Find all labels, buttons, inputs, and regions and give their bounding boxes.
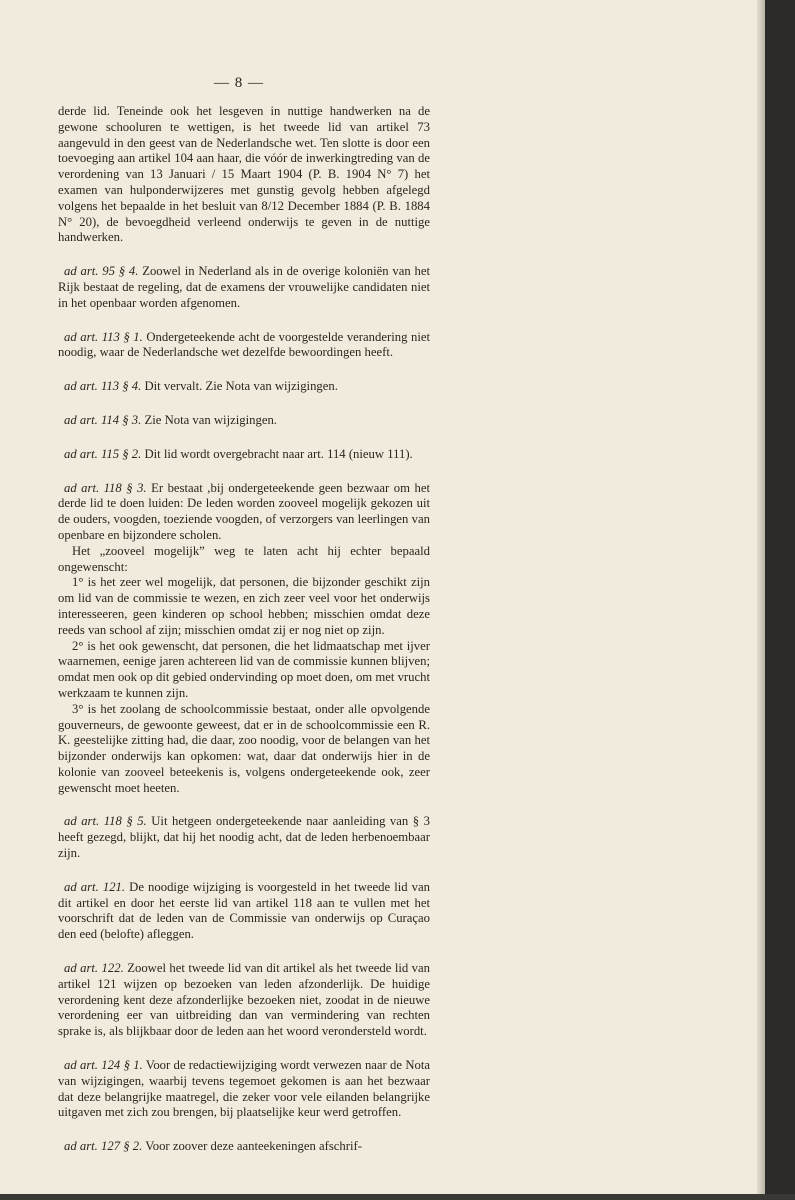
article-reference: ad art. 118 § 3. <box>64 480 147 495</box>
sub-paragraph: 2° is het ook gewenscht, dat personen, die het lidmaatschap met ijver waarnemen, eenige jaren achtereen lid van de commissie kunnen blijven; omdat men ook op dit gebied ondervinding op moet doen, om met vrucht werkzaam te kunnen zijn. <box>58 638 430 700</box>
sub-paragraph: 3° is het zoolang de schoolcommissie bestaat, onder alle opvolgende gouverneurs, de gewoonte geweest, dat er in de schoolcommissie een R. K. geestelijke zitting had, die daar, zoo noodig, voor de belangen van het bijzonder onderwijs kan opkomen: wat, daar dat onderwijs hier in de kolonie van zooveel beteekenis is, volgens ondergeteekende ook, zeer gewenscht moet heeten. <box>58 701 430 795</box>
paragraph: ad art. 115 § 2. Dit lid wordt overgebracht naar art. 114 (nieuw 111). <box>58 447 430 463</box>
article-reference: ad art. 124 § 1. <box>64 1058 143 1073</box>
article-reference: ad art. 127 § 2. <box>64 1139 143 1154</box>
article-reference: ad art. 118 § 5. <box>64 814 147 829</box>
paragraph: ad art. 122. Zoowel het tweede lid van dit artikel als het tweede lid van artikel 121 wijzen op bezoeken van leden afzonderlijk. De huidige verordening kent deze afzonderlijke bezoeken niet, zoodat in de nieuwe verordening eer van uitbreiding dan van vermindering van rechten sprake is, als blijkbaar door de leden aan het woord verondersteld wordt. <box>58 961 431 1039</box>
article-reference: ad art. 122. <box>64 961 124 976</box>
page-body <box>58 104 430 1173</box>
article-reference: ad art. 113 § 1. <box>64 329 143 344</box>
scan-border-bottom <box>0 1194 795 1200</box>
paragraph: ad art. 113 § 4. Dit vervalt. Zie Nota van wijzigingen. <box>58 379 430 395</box>
paragraph: ad art. 113 § 1. Ondergeteekende acht de voorgestelde verandering niet noodig, waar de Nederlandsche wet dezelfde bewoordingen heeft. <box>58 329 430 360</box>
paragraph: ad art. 95 § 4. Zoowel in Nederland als in de overige koloniën van het Rijk bestaat de regeling, dat de examens der vrouwelijke candidaten niet in het openbaar worden afgenomen. <box>58 264 430 310</box>
paragraph: derde lid. Teneinde ook het lesgeven in nuttige handwerken na de gewone schooluren te wettigen, is het tweede lid van artikel 73 aangevuld in den geest van de Nederlandsche wet. Ten slotte is door een toevoeging aan artikel 104 aan haar, die vóór de inwerkingtreding van de verordening van 13 Januari / 15 Maart 1904 (P. B. 1904 N° 7) het examen van hulponderwijzeres met gunstig gevolg hebben afgelegd volgens het bepaalde in het besluit van 8/12 December 1884 (P. B. 1884 N° 20), de bevoegdheid verleend onderwijs te geven in de nuttige handwerken. <box>58 104 430 245</box>
scan-border-right <box>765 0 795 1200</box>
article-reference: ad art. 95 § 4. <box>64 264 139 279</box>
page-number: — 8 — <box>214 75 264 91</box>
paragraph: ad art. 118 § 5. Uit hetgeen ondergeteekende naar aanleiding van § 3 heeft gezegd, blijkt, dat hij het noodig acht, dat de leden herbenoembaar zijn. <box>58 814 430 861</box>
sub-paragraph: 1° is het zeer wel mogelijk, dat personen, die bijzonder geschikt zijn om lid van de commissie te wezen, en zich zeer veel voor het onderwijs interesseeren, geen kinderen op school hebben; misschien omdat deze reeds van school af zijn; misschien omdat zij er nog niet op zijn. <box>58 575 430 637</box>
paragraph: ad art. 121. De noodige wijziging is voorgesteld in het tweede lid van dit artikel en door het eerste lid van artikel 118 aan te vullen met het voorschrift dat de leden van de Commissie van onderwijs op Curaçao den eed (belofte) afleggen. <box>58 879 431 942</box>
sub-paragraph: Het „zooveel mogelijk” weg te laten acht hij echter bepaald ongewenscht: <box>58 543 430 574</box>
article-reference: ad art. 114 § 3. <box>64 412 142 427</box>
paragraph: ad art. 114 § 3. Zie Nota van wijzigingen. <box>58 413 430 429</box>
paragraph: ad art. 124 § 1. Voor de redactiewijziging wordt verwezen naar de Nota van wijzigingen, waarbij tevens tegemoet gekomen is aan het bezwaar dat deze belangrijke maatregel, die zeker voor vele eilanden belangrijke uitgaven met zich zou brengen, bij plaatselijke keur werd getroffen. <box>58 1058 430 1120</box>
article-reference: ad art. 115 § 2. <box>64 446 142 461</box>
article-reference: ad art. 121. <box>64 879 126 894</box>
article-reference: ad art. 113 § 4. <box>64 379 142 394</box>
page-edge-shadow <box>757 0 765 1200</box>
paragraph: ad art. 127 § 2. Voor zoover deze aanteekeningen afschrif- <box>58 1139 430 1155</box>
paragraph: ad art. 118 § 3. Er bestaat ,bij ondergeteekende geen bezwaar om het derde lid te doen luiden: De leden worden zooveel mogelijk gekozen uit de ouders, voogden, toeziende voogden, of verzorgers van leerlingen van openbare en bijzondere scholen. <box>58 480 430 542</box>
